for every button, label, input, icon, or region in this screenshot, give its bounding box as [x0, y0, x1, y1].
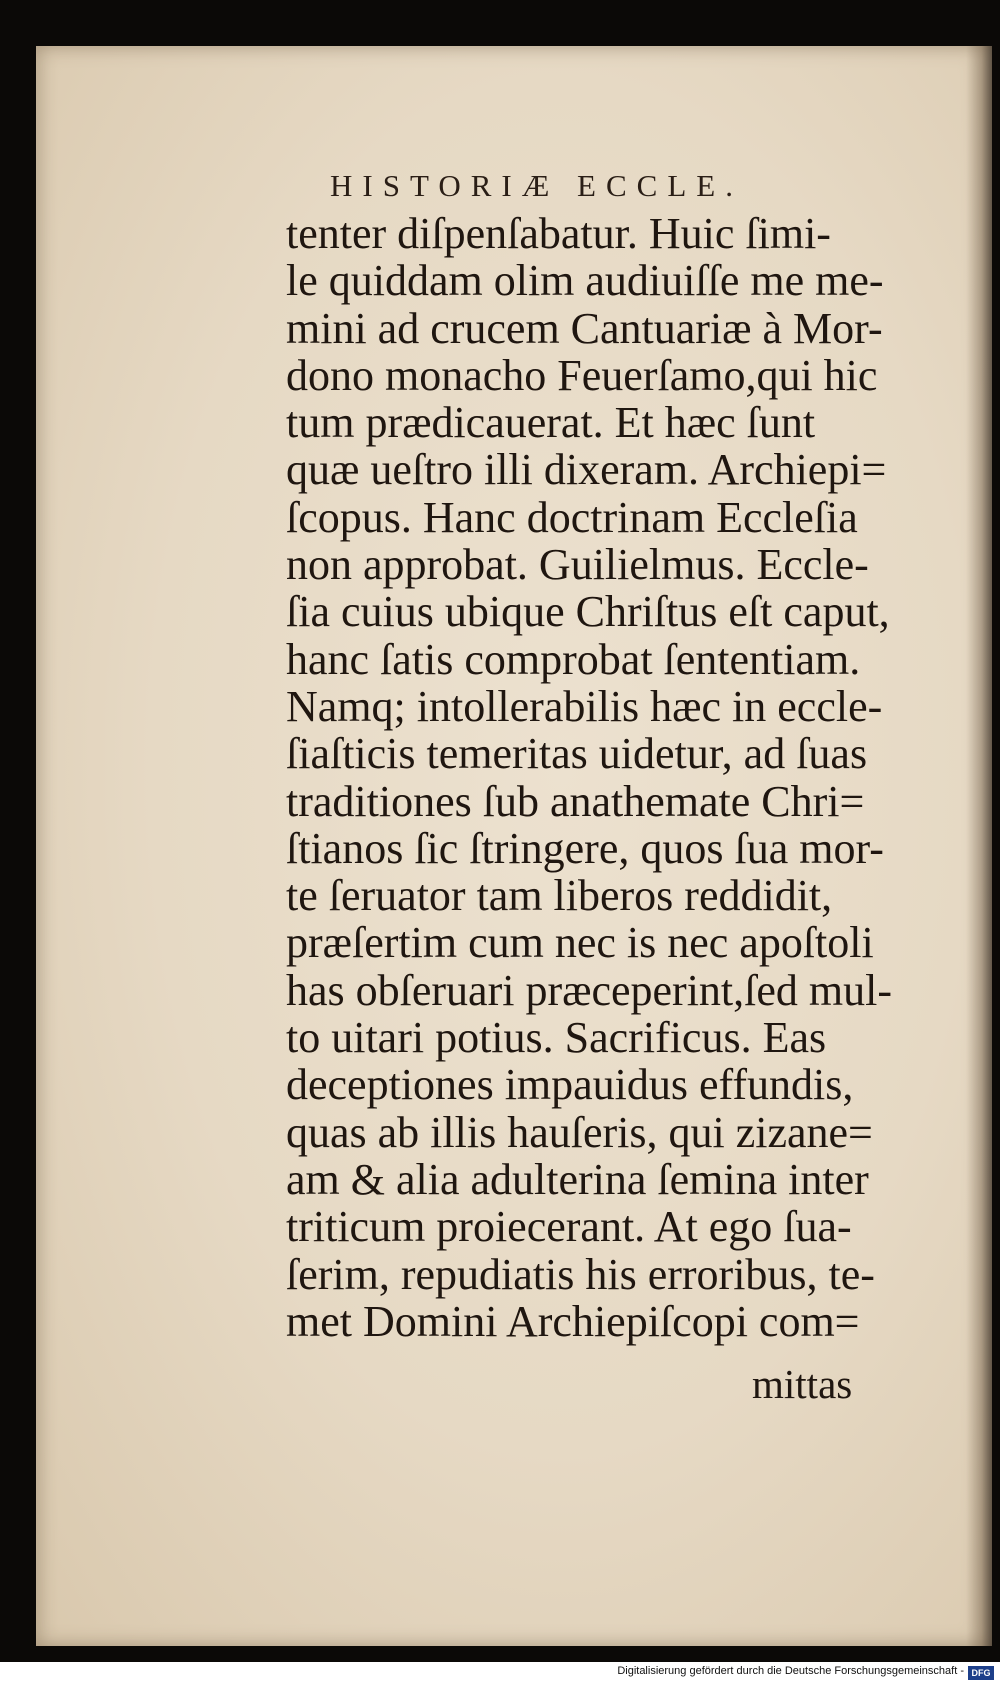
text-line: ſtianos ſic ſtringere, quos ſua mor- [286, 823, 884, 873]
text-line: non approbat. Guilielmus. Eccle- [286, 540, 869, 590]
text-line: ſiaſticis temeritas uidetur, ad ſuas [286, 729, 868, 779]
catchword: mittas [752, 1361, 853, 1407]
text-line: le quiddam olim audiuiſſe me me- [286, 256, 884, 306]
text-line: dono monacho Feuerſamo,qui hic [286, 350, 878, 400]
text-line: ſcopus. Hanc doctrinam Eccleſia [286, 492, 858, 542]
page-gutter-shadow [966, 46, 992, 1646]
text-line: tum prædicauerat. Et hæc ſunt [286, 398, 816, 448]
text-line: am & alia adulterina ſemina inter [286, 1154, 869, 1204]
text-line: quas ab illis hauſeris, qui zizane= [286, 1107, 873, 1157]
text-line: deceptiones impauidus effundis, [286, 1060, 854, 1110]
text-line: ſia cuius ubique Chriſtus eſt caput, [286, 587, 890, 637]
footer-credit: Digitalisierung gefördert durch die Deutsche Forschungsgemeinschaft - [617, 1665, 964, 1677]
text-line: Namq; intollerabilis hæc in eccle- [286, 681, 883, 731]
text-line: met Domini Archiepiſcopi com= [286, 1296, 860, 1346]
body-text [286, 210, 926, 1345]
text-line: traditiones ſub anathemate Chri= [286, 776, 865, 826]
text-line: to uitari potius. Sacrificus. Eas [286, 1013, 827, 1063]
text-line: quæ ueſtro illi dixeram. Archiepi= [286, 445, 887, 495]
text-line: triticum proiecerant. At ego ſua- [286, 1202, 852, 1252]
text-line: hanc ſatis comprobat ſententiam. [286, 634, 861, 684]
text-line: tenter diſpenſabatur. Huic ſimi- [286, 209, 831, 258]
text-line: mini ad crucem Cantuariæ à Mor- [286, 303, 883, 353]
dfg-logo-icon: DFG [968, 1666, 994, 1680]
text-line: præſertim cum nec is nec apoſtoli [286, 918, 874, 968]
digitization-footer [0, 1662, 1000, 1685]
text-line: te ſeruator tam liberos reddidit, [286, 871, 833, 921]
text-line: ſerim, repudiatis his erroribus, te- [286, 1249, 875, 1299]
running-head: HISTORIÆ ECCLE. [330, 168, 743, 203]
text-line: has obſeruari præceperint,ſed mul- [286, 965, 893, 1015]
